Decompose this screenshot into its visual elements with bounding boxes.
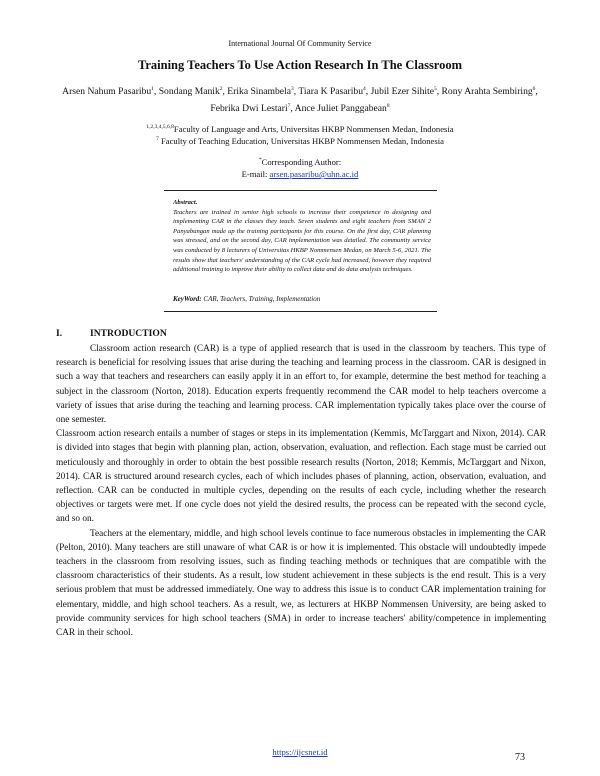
keywords	[173, 295, 431, 303]
author-name: Febrika Dwi Lestari	[210, 103, 288, 115]
author-name: Erika Sinambela	[227, 86, 291, 98]
abstract-label: Abstract.	[173, 199, 198, 206]
affiliation: $^{1,2,3,4,5,6,8}$Faculty of Language and Arts, Universitas HKBP Nommensen Medan, Indonesia	[146, 124, 454, 134]
paragraph: Classroom action research (CAR) is a type of applied research that is used in the classroom by teachers. This type of research is beneficial for resolving issues that arise during the teaching and learning process in the classroom. CAR is designed in such a way that teachers and researchers can easily apply it in an effort to, for example, determine the best method for teaching a subject in the classroom (Norton, 2018). Education experts frequently recommend the CAR model to help teachers overcome a variety of issues that arise during the teaching and learning process. CAR implementation typically takes place over the course of one semester.	[56, 344, 546, 426]
body-text	[56, 342, 546, 640]
section-number: I.	[56, 328, 63, 339]
keywords-text: CAR, Teachers, Training, Implementation	[203, 295, 321, 303]
affiliation: $^7$ Faculty of Teaching Education, Universitas HKBP Nommensen Medan, Indonesia	[156, 136, 444, 146]
page-number: 73	[515, 752, 525, 763]
author-name: Sondang Manik	[158, 86, 220, 98]
paragraph: Teachers at the elementary, middle, and high school levels continue to face numerous obstacles in implementing the CAR (Pelton, 2010). Many teachers are still unaware of what CAR is or how it is implemented. This obstacle will undoubtedly impede teachers in the classroom from resolving issues, such as finding teaching methods or techniques that are compatible with the classroom characteristics of their students. As a result, low student achievement in these subjects is the end result. This is a very serious problem that must be addressed immediately. One way to address this issue is to conduct CAR implementation training for elementary, middle, and high school teachers. As a result, we, as lecturers at HKBP Nommensen University, are being asked to provide community services for high school teachers (SMA) in order to increase teachers' ability/competence in implementing CAR in their school.	[56, 528, 546, 639]
section-title: INTRODUCTION	[90, 328, 167, 339]
abstract-top-rule	[164, 190, 437, 191]
paragraph: Classroom action research entails a number of stages or steps in its implementation (Kemmis, McTarggart and Nixon, 2014). CAR is divided into stages that begin with planning plan, action, observation, evaluation, and reflection. Each stage must be carried out meticulously and thoroughly in order to obtain the best possible research results (Norton, 2018; Kemmis, McTarggart and Nixon, 2014). CAR is structured around research cycles, each of which includes phases of planning, action, observation, evaluation, and reflection. CAR can be conducted in multiple cycles, depending on the results of each cycle, including whether the research objectives or targets were met. If one cycle does not yield the desired results, the process can be repeated with the second cycle, and so on.	[56, 429, 546, 525]
author-name: Jubil Ezer Sihite	[370, 86, 434, 98]
paper-title: Training Teachers To Use Action Research In The Classroom	[137, 58, 463, 72]
author-name: Ance Juliet Panggabean	[294, 103, 387, 115]
journal-header: International Journal Of Community Service	[228, 39, 372, 48]
abstract-bottom-rule	[164, 311, 437, 312]
author-name: Tiara K Pasaribu	[298, 86, 364, 98]
author-name: Arsen Nahum Pasaribu	[62, 86, 152, 98]
abstract-text: Teachers are trained in senior high schools to increase their competence in designing and implementing CAR in the classes they teach. Seven students and eight teachers from SMAN 2 Panyabungan made up the training participants for this course. On the first day, CAR planning was stressed, and on the second day, CAR implementation was detailed. The community service was conducted by 8 lecturers of Universitas HKBP Nommensen Medan, on March 5-6, 2021. The results show that teachers' understanding of the CAR cycle had increased, however they required additional training to improve their ability to collect data and do data analysis techniques.	[173, 208, 431, 274]
footer	[0, 747, 600, 757]
keywords-label: KeyWord:	[173, 295, 204, 303]
footer-link[interactable]: https://ijcsnet.id	[272, 747, 328, 757]
corresponding-author: *Corresponding Author:	[258, 157, 342, 167]
section-heading	[56, 328, 167, 339]
author-list: Arsen Nahum Pasaribu$^1$, Sondang Manik$^2$, Erika Sinambela$^3$, Tiara K Pasaribu$^4$, Jubil Ezer Sihite$^5$, Rony Arahta Sembiring$^6$, Febrika Dwi Lestari$^7$, Ance Juliet Panggabean$^8$	[62, 86, 538, 115]
abstract	[173, 198, 431, 275]
author-name: Rony Arahta Sembiring	[441, 86, 533, 98]
email-link[interactable]: arsen.pasaribu@uhn.ac.id	[269, 169, 359, 179]
corresponding-email: E-mail: arsen.pasaribu@uhn.ac.id	[241, 169, 359, 179]
